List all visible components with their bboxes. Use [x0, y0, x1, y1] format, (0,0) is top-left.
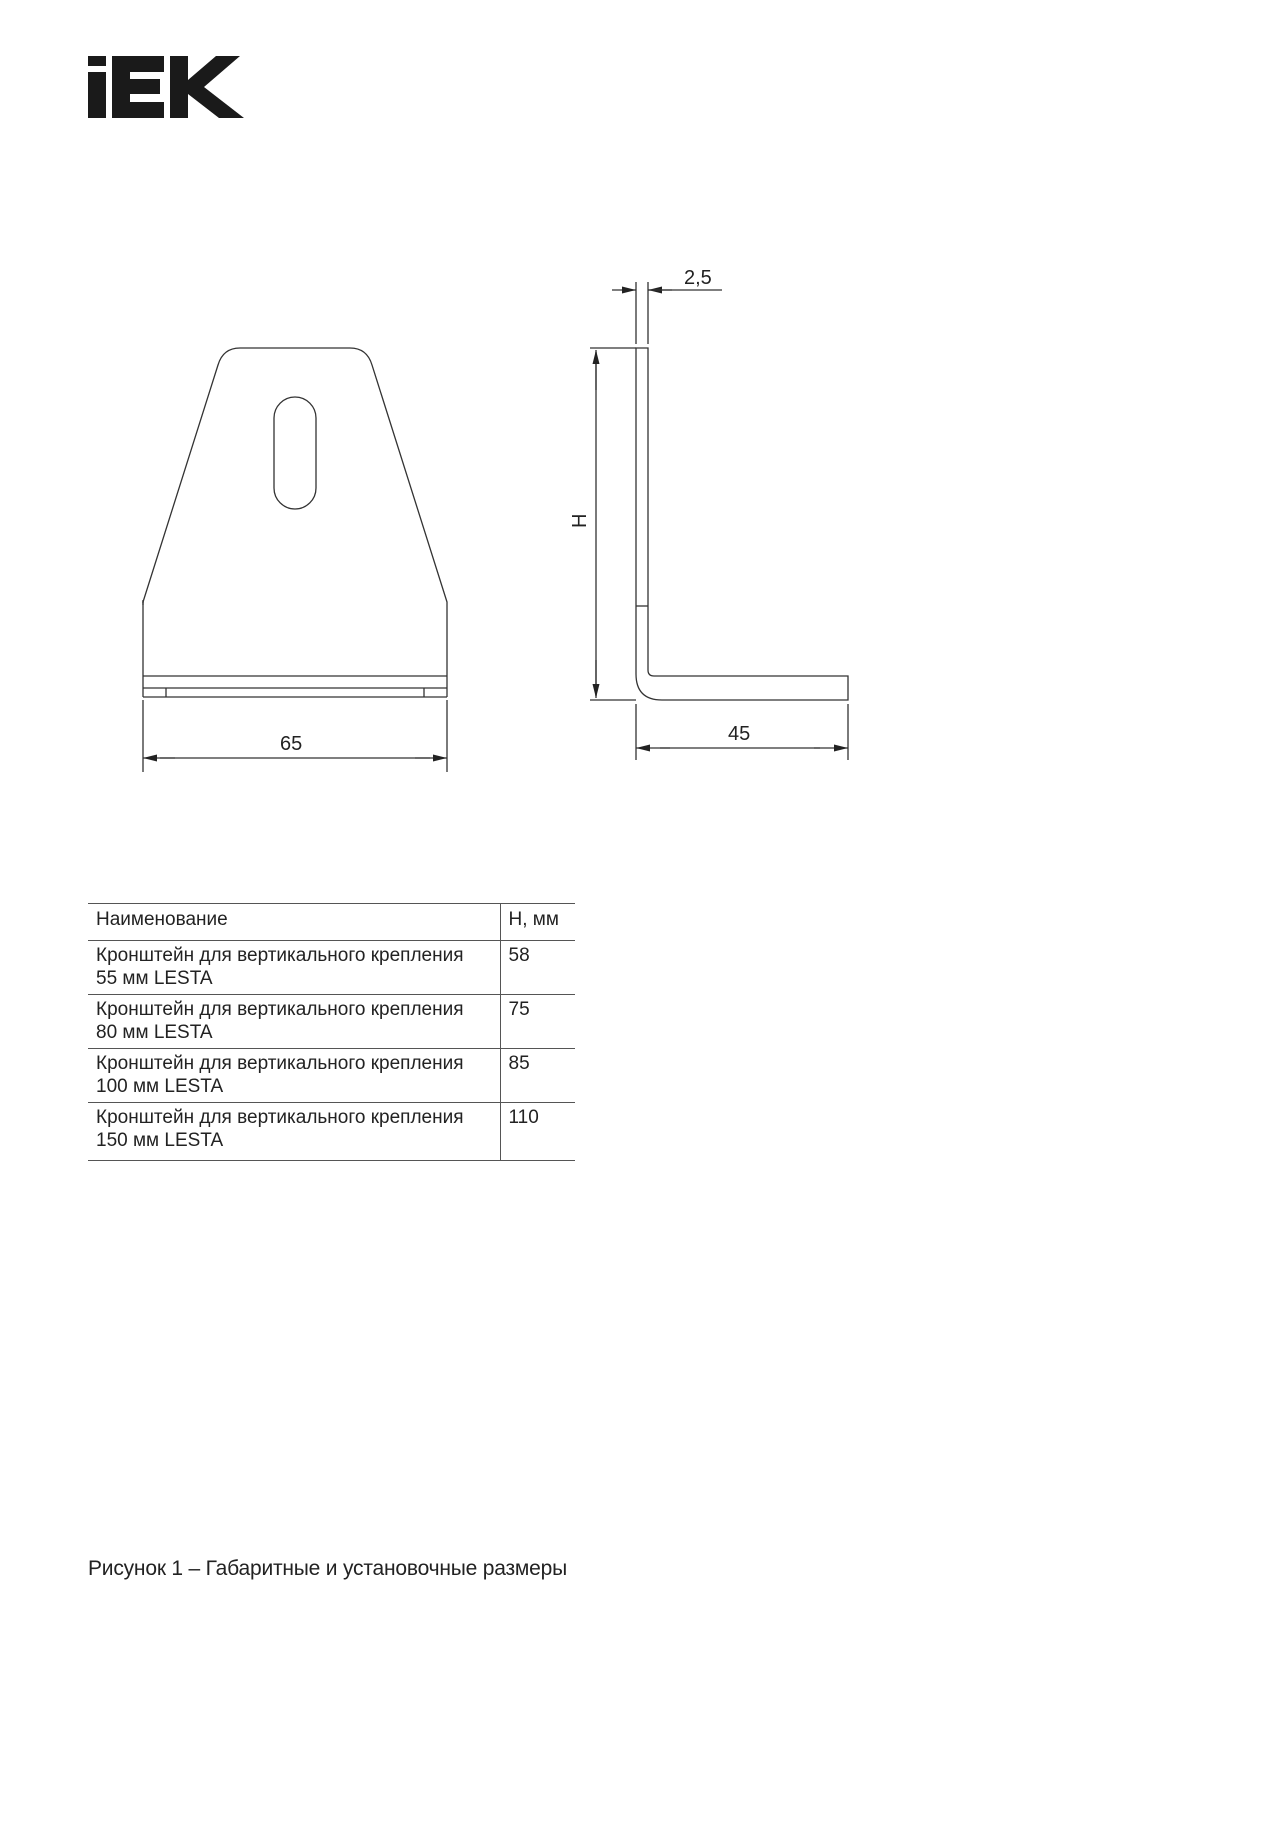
row-h: 85 — [500, 1049, 575, 1103]
figure-caption: Рисунок 1 – Габаритные и установочные размеры — [88, 1557, 567, 1580]
row-name-line: 80 мм LESTA — [96, 1022, 213, 1043]
header-h: H, мм — [500, 904, 575, 941]
row-name-line: Кронштейн для вертикального крепления — [96, 999, 464, 1020]
header-name: Наименование — [88, 904, 500, 941]
mounting-slot — [274, 397, 316, 509]
dim-depth-label: 45 — [728, 723, 751, 745]
row-name — [88, 941, 500, 995]
spec-table — [88, 903, 575, 1161]
row-h: 75 — [500, 995, 575, 1049]
table-row — [88, 1049, 575, 1103]
table-header-row — [88, 904, 575, 941]
dim-width-label: 65 — [280, 733, 303, 755]
dim-thickness-label: 2,5 — [684, 267, 712, 289]
row-name-line: 55 мм LESTA — [96, 968, 213, 989]
row-name-line: 100 мм LESTA — [96, 1076, 224, 1097]
row-name-line: Кронштейн для вертикального крепления — [96, 1053, 464, 1074]
dim-height-label: H — [569, 513, 591, 528]
bracket-drawing — [0, 0, 1280, 820]
row-h: 110 — [500, 1103, 575, 1161]
row-name-line: Кронштейн для вертикального крепления — [96, 945, 464, 966]
table-row — [88, 941, 575, 995]
row-name — [88, 1049, 500, 1103]
row-name — [88, 995, 500, 1049]
row-name-line: Кронштейн для вертикального крепления — [96, 1107, 464, 1128]
row-name-line: 150 мм LESTA — [96, 1130, 224, 1151]
table-row — [88, 1103, 575, 1161]
bracket-side-profile — [636, 348, 848, 700]
row-name — [88, 1103, 500, 1161]
table-row — [88, 995, 575, 1049]
row-h: 58 — [500, 941, 575, 995]
